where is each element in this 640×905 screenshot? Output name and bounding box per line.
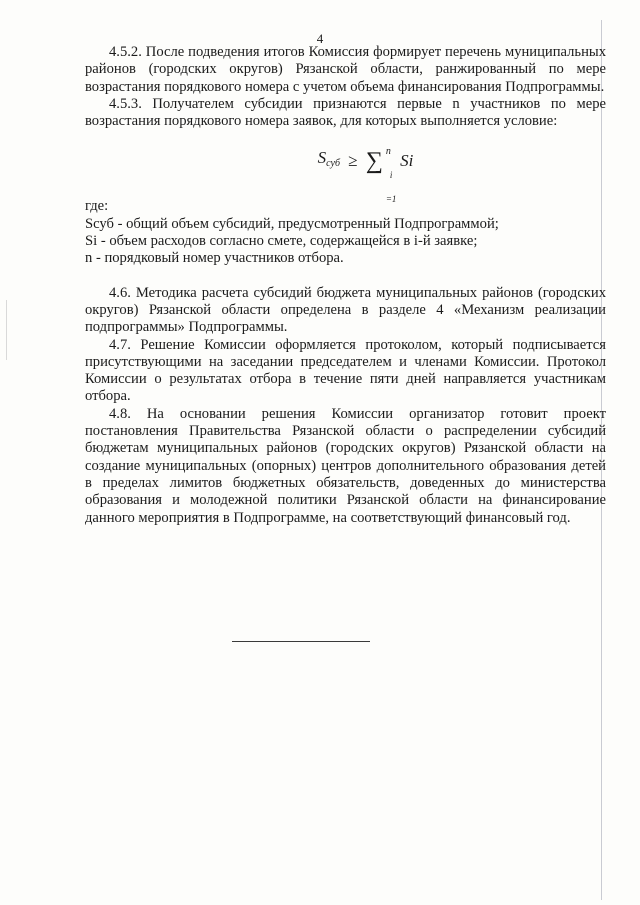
definitions-heading: где:: [85, 198, 109, 215]
spacer: [85, 268, 606, 285]
scan-left-mark: [6, 300, 7, 360]
page-number: 4: [316, 31, 324, 46]
sum-upper-limit: n: [385, 146, 391, 158]
subsidy-condition-formula: [317, 146, 414, 205]
sum-symbol: ∑: [365, 148, 383, 175]
formula-lhs-subscript: суб: [326, 158, 340, 170]
formula-operator: ≥: [348, 151, 358, 171]
paragraph-4-6: 4.6. Методика расчета субсидий бюджета муниципальных районов (городских округов) Рязанской области определена в разделе 4 «Механизм реализации подпрограммы» Подпрограммы.: [85, 284, 606, 336]
definition-item: Si - объем расходов согласно смете, содержащейся в i-й заявке;: [85, 233, 478, 250]
document-body: [85, 44, 606, 527]
paragraph-4-5-2: 4.5.2. После подведения итогов Комиссия формирует перечень муниципальных районов (городских округов) Рязанской области, ранжированный по мере возрастания порядкового номера с учетом объема финансирования Подпрограммы.: [85, 44, 606, 95]
formula-lhs: $S_{суб}$: [317, 148, 340, 170]
formula: [85, 146, 606, 205]
definition-item: Sсуб - общий объем субсидий, предусмотренный Подпрограммой;: [85, 215, 499, 232]
paragraph-4-8: 4.8. На основании решения Комиссии организатор готовит проект постановления Правительства Рязанской области о распределении субсидий бюджетам муниципальных районов (городских округов) Рязанской области на создание муниципальных (опорных) центров дополнительного образования детей в пределах лимитов бюджетных обязательств, доведенных до министерства образования и молодежной политики Рязанской области на финансирование данного мероприятия в Подпрограмме, на соответствующий финансовый год.: [85, 405, 606, 526]
definition-item: n - порядковый номер участников отбора.: [85, 250, 344, 267]
paragraph-4-5-3: 4.5.3. Получателем субсидии признаются первые n участников по мере возрастания порядкового номера заявок, для которых выполняется условие:: [85, 95, 606, 130]
definitions: [85, 198, 606, 267]
formula-rhs: Si: [400, 151, 414, 171]
sum-lower-limit: i =1: [385, 170, 397, 205]
paragraph-4-7: 4.7. Решение Комиссии оформляется протоколом, который подписывается присутствующими на заседании председателем и членами Комиссии. Протокол Комиссии о результатах отбора в течение пяти дней направляется участникам отбора.: [85, 336, 606, 405]
formula-sum: [365, 146, 397, 205]
end-rule: [232, 641, 370, 642]
